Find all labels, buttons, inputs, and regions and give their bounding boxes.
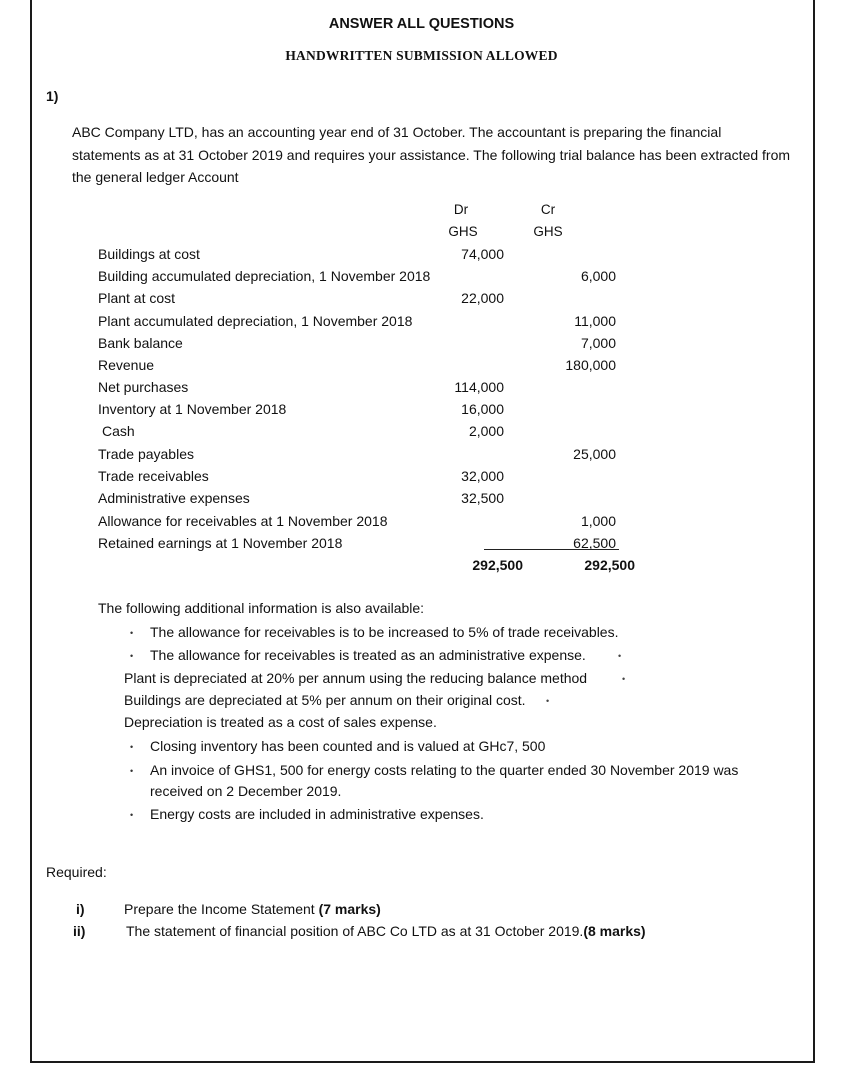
bullet-icon: • (130, 810, 134, 820)
cr-header: Cr (540, 202, 556, 217)
tb-row-dr: 2,000 (468, 423, 504, 439)
tb-row-label: Trade receivables (98, 468, 209, 484)
tb-row-dr: 16,000 (461, 401, 504, 417)
required-item-marks: (7 marks) (318, 901, 381, 917)
list-item: Buildings are depreciated at 5% per annum on their original cost. (124, 692, 526, 708)
tb-row-cr: 6,000 (580, 268, 616, 284)
dr-unit: GHS (448, 224, 478, 239)
tb-row-label: Cash (102, 423, 135, 439)
tb-row-label: Allowance for receivables at 1 November 2018 (98, 513, 388, 529)
tb-row-label: Inventory at 1 November 2018 (98, 401, 287, 417)
required-item (124, 901, 381, 917)
tb-row-label: Bank balance (98, 335, 183, 351)
required-item-number: ii) (73, 923, 86, 939)
tb-row-cr: 62,500 (573, 535, 616, 551)
required-item (126, 923, 646, 939)
list-item: The allowance for receivables is to be increased to 5% of trade receivables. (150, 624, 619, 640)
page-title: ANSWER ALL QUESTIONS (328, 16, 515, 32)
bullet-icon: • (130, 628, 134, 638)
bullet-icon: • (130, 651, 134, 661)
total-cr: 292,500 (584, 557, 635, 573)
required-heading: Required: (46, 864, 107, 880)
list-item: Closing inventory has been counted and is valued at GHc7, 500 (150, 738, 546, 754)
tb-row-cr: 11,000 (574, 313, 616, 329)
tb-row-label: Retained earnings at 1 November 2018 (98, 535, 343, 551)
tb-row-label: Net purchases (98, 379, 189, 395)
required-item-text: Prepare the Income Statement (124, 901, 319, 917)
tb-row-dr: 114,000 (454, 379, 504, 395)
tb-row-cr: 7,000 (580, 335, 616, 351)
tb-row-dr: 74,000 (461, 246, 504, 262)
tb-row-cr: 1,000 (580, 513, 616, 529)
tick-mark-icon: • (618, 651, 622, 661)
tb-row-dr: 22,000 (461, 290, 504, 306)
tb-row-label: Administrative expenses (98, 490, 250, 506)
tb-row-label: Plant at cost (98, 290, 176, 306)
question-number: 1) (46, 88, 59, 104)
total-rule (484, 549, 619, 550)
list-item: Plant is depreciated at 20% per annum using the reducing balance method (124, 670, 588, 686)
tb-row-dr: 32,500 (461, 490, 504, 506)
tb-row-cr: 25,000 (573, 446, 616, 462)
bullet-icon: • (130, 742, 134, 752)
total-dr: 292,500 (472, 557, 523, 573)
tb-row-label: Buildings at cost (98, 246, 200, 262)
tb-row-label: Revenue (98, 357, 155, 373)
tick-mark-icon: • (546, 696, 550, 706)
tb-row-dr: 32,000 (461, 468, 504, 484)
bullet-icon: • (130, 766, 134, 776)
tb-row-label: Building accumulated depreciation, 1 November 2018 (98, 268, 431, 284)
list-item-continuation: received on 2 December 2019. (150, 783, 342, 799)
list-item: An invoice of GHS1, 500 for energy costs relating to the quarter ended 30 November 2019 was (150, 762, 739, 778)
additional-heading: The following additional information is also available: (98, 600, 425, 616)
list-item: Depreciation is treated as a cost of sales expense. (124, 714, 437, 730)
required-item-text: The statement of financial position of ABC Co LTD as at 31 October 2019. (126, 923, 584, 939)
list-item: The allowance for receivables is treated as an administrative expense. (150, 647, 586, 663)
tb-row-label: Trade payables (98, 446, 194, 462)
cr-unit: GHS (533, 224, 563, 239)
required-item-number: i) (76, 901, 85, 917)
tick-mark-icon: • (622, 674, 626, 684)
list-item: Energy costs are included in administrative expenses. (150, 806, 484, 822)
tb-row-cr: 180,000 (565, 357, 616, 373)
required-item-marks: (8 marks) (583, 923, 646, 939)
dr-header: Dr (453, 202, 469, 217)
page-subtitle: HANDWRITTEN SUBMISSION ALLOWED (285, 48, 558, 63)
tb-row-label: Plant accumulated depreciation, 1 November 2018 (98, 313, 413, 329)
question-intro: ABC Company LTD, has an accounting year end of 31 October. The accountant is preparing the financial statements as at 31 October 2019 and requires your assistance. The following trial balance has been extracted from the general ledger Account (72, 124, 791, 185)
